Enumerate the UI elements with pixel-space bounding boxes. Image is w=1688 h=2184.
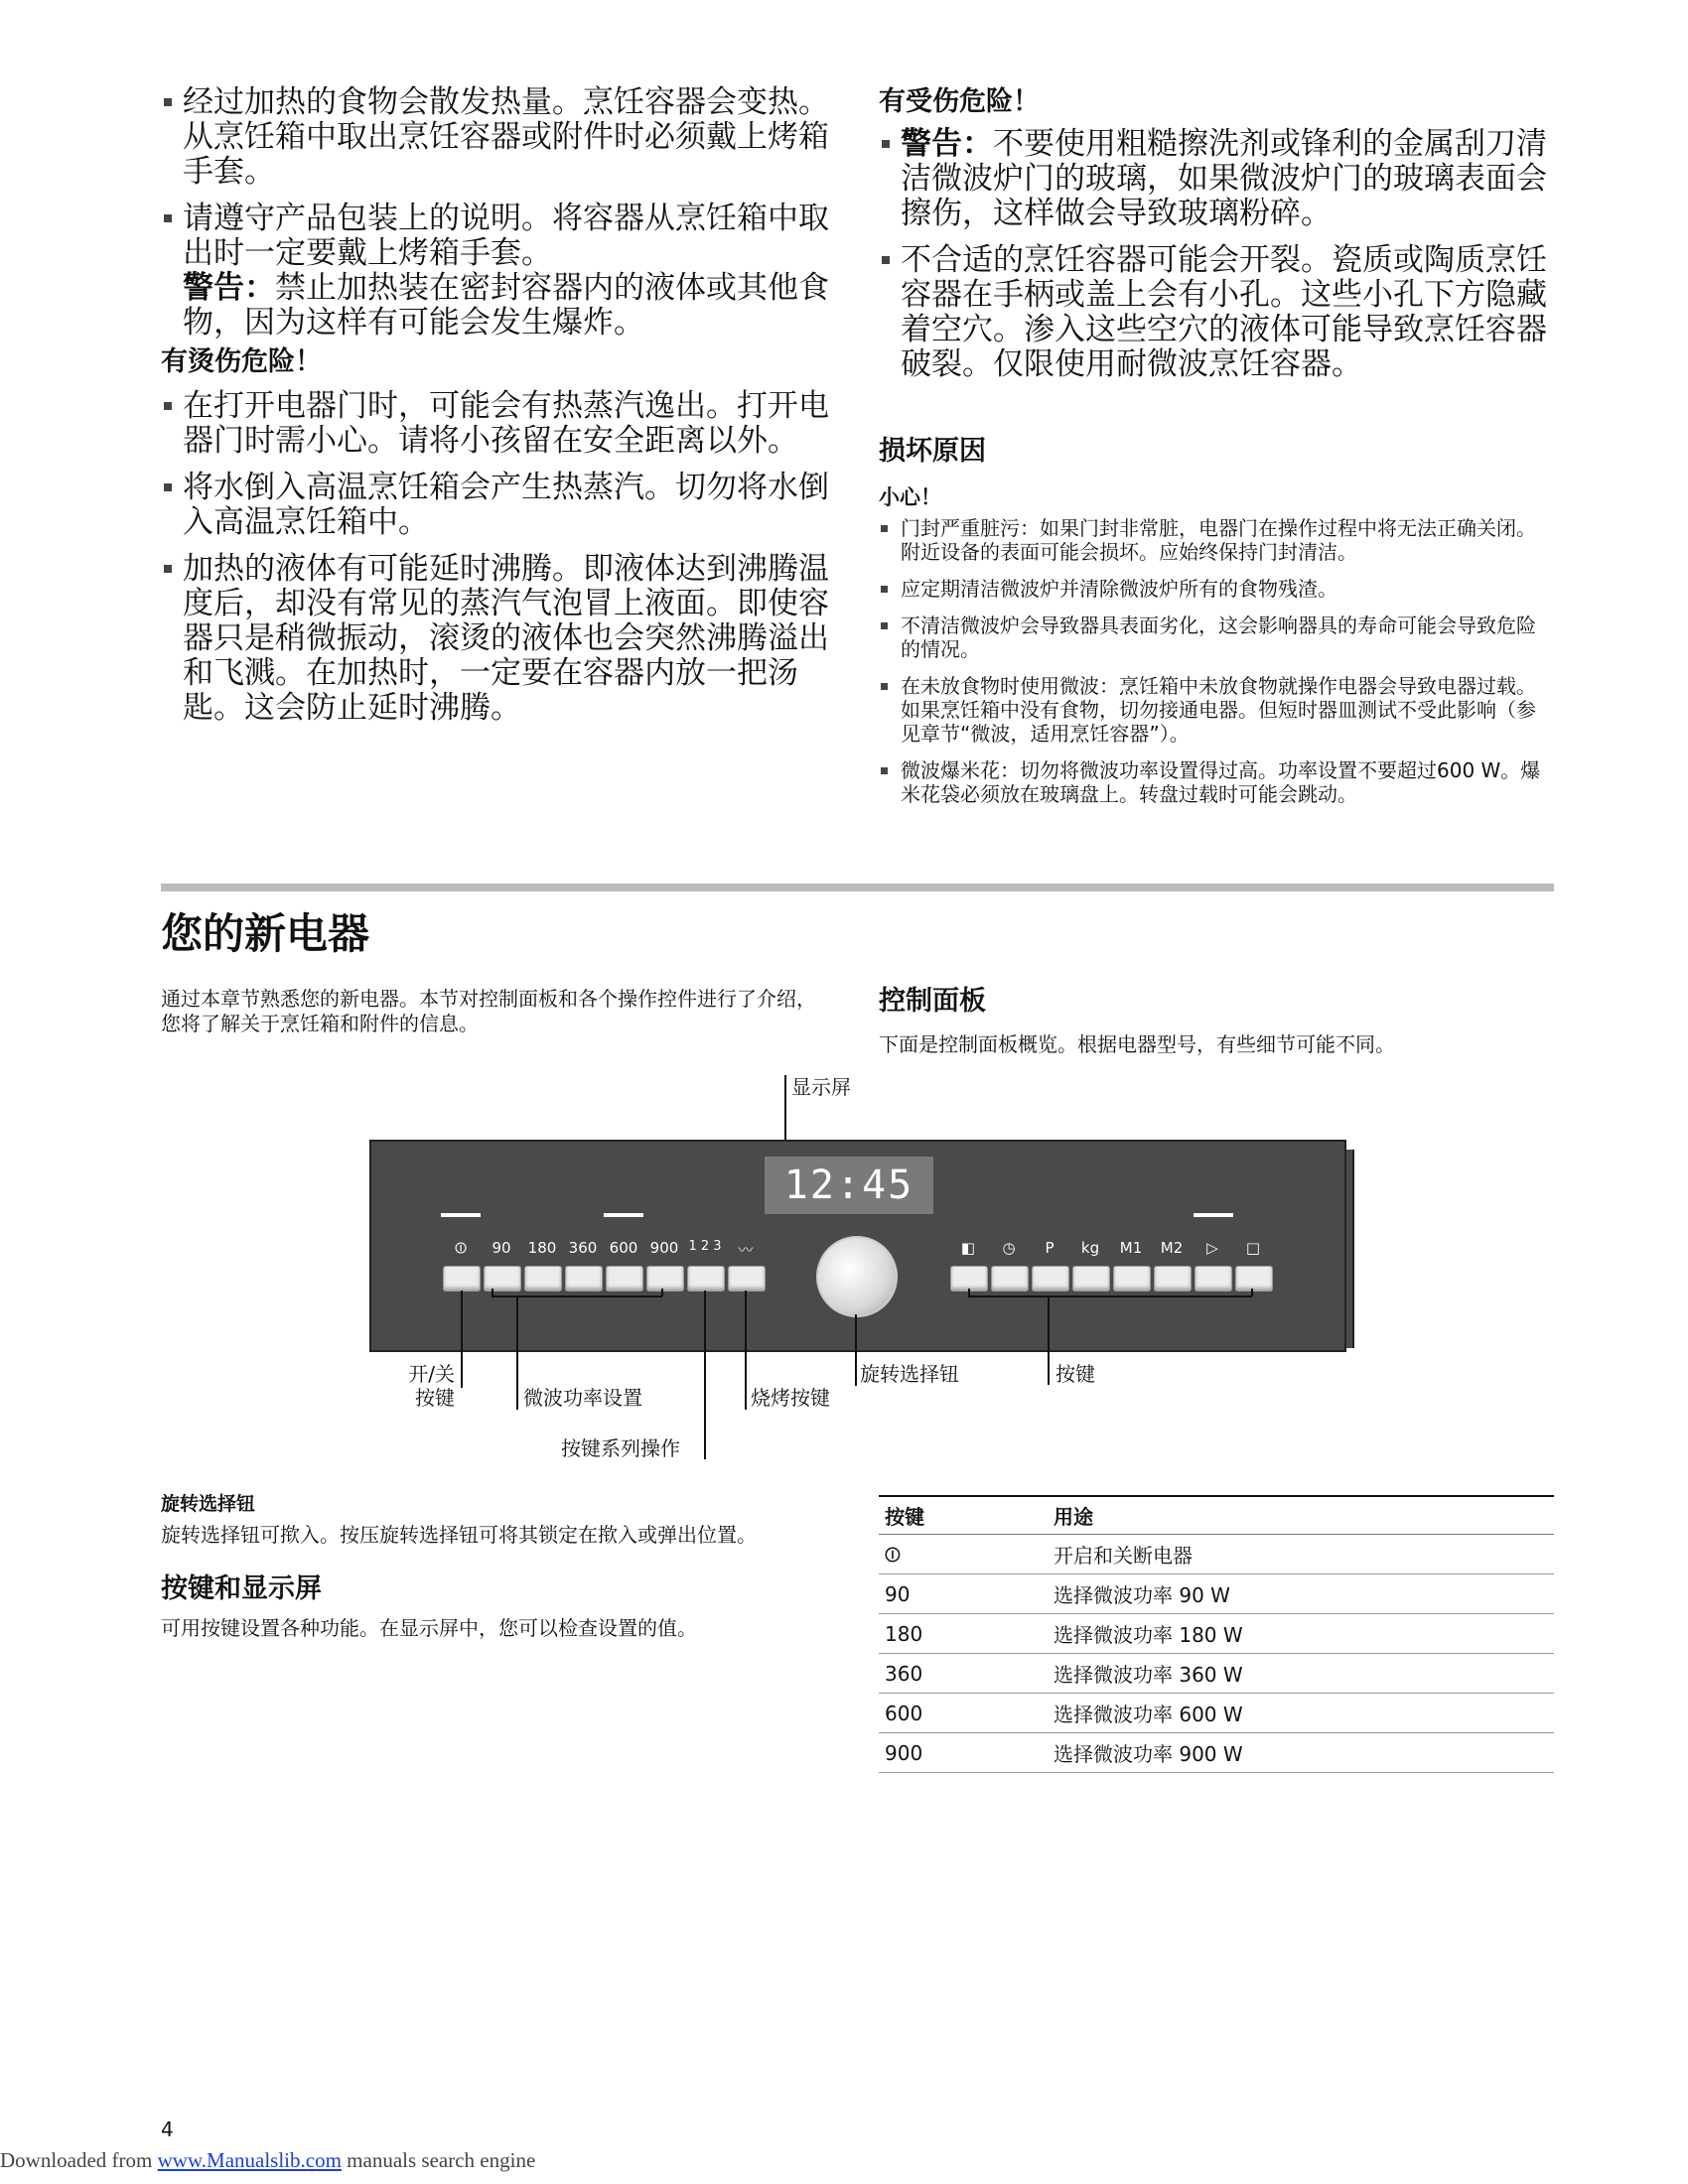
list-item [879, 127, 1564, 231]
table-header: 按键 [879, 1496, 1048, 1535]
page-number: 4 [161, 2117, 174, 2141]
keys-table [879, 1495, 1554, 1773]
door-icon: ◧ [960, 1239, 976, 1257]
caution-label: 小心！ [879, 485, 941, 509]
grill-button[interactable] [728, 1266, 766, 1292]
button-label-900: 900 [649, 1239, 679, 1257]
list-item: 将水倒入高温烹饪箱会产生热蒸汽。切勿将水倒入高温烹饪箱中。 [161, 471, 836, 540]
power-90-button[interactable] [484, 1266, 521, 1292]
damage-list [879, 516, 1554, 819]
keys-heading: 按键和显示屏 [161, 1573, 322, 1604]
memory-2-button[interactable] [1154, 1266, 1192, 1292]
callout-line [855, 1314, 857, 1386]
footer [0, 2148, 535, 2173]
list-item [161, 202, 836, 341]
table-cell: 600 [879, 1694, 1048, 1733]
table-cell: ⏼ [879, 1535, 1048, 1574]
callout-bracket [1251, 1289, 1253, 1297]
start-button[interactable] [1195, 1266, 1232, 1292]
start-icon: ▷ [1206, 1239, 1218, 1257]
warning-label: 警告： [901, 126, 993, 162]
list-item: 应定期清洁微波炉并清除微波炉所有的食物残渣。 [879, 577, 1554, 601]
footer-text: Downloaded from [0, 2148, 153, 2172]
list-item [161, 85, 836, 190]
list-item: 门封严重脏污：如果门封非常脏，电器门在操作过程中将无法正确关闭。附近设备的表面可能会损坏。应始终保持门封清洁。 [879, 516, 1554, 564]
list-item-text: 不合适的烹饪容器可能会开裂。瓷质或陶质烹饪容器在手柄或盖上会有小孔。这些小孔下方隐藏着空穴。渗入这些空穴的液体可能导致烹饪容器破裂。仅限使用耐微波烹饪容器。 [901, 242, 1547, 382]
list-item: 加热的液体有可能延时沸腾。即液体达到沸腾温度后，却没有常见的蒸汽气泡冒上液面。即使容器只是稍微振动，滚烫的液体也会突然沸腾溢出和飞溅。在加热时，一定要在容器内放一把汤匙。这会防止延时沸腾。 [161, 552, 836, 726]
indicator-dash [1194, 1213, 1233, 1217]
rotary-selector-knob[interactable] [816, 1236, 898, 1317]
list-item: 在未放食物时使用微波：烹饪箱中未放食物就操作电器会导致电器过载。如果烹饪箱中没有食物，切勿接通电器。但短时器皿测试不受此影响（参见章节“微波，适用烹饪容器”）。 [879, 674, 1554, 746]
button-label-600: 600 [609, 1239, 638, 1257]
table-cell: 选择微波功率 180 W [1048, 1614, 1554, 1654]
table-cell: 开启和关断电器 [1048, 1535, 1554, 1574]
list-item: 不清洁微波炉会导致器具表面劣化，这会影响器具的寿命可能会导致危险的情况。 [879, 614, 1554, 661]
table-cell: 选择微波功率 600 W [1048, 1694, 1554, 1733]
sequence-button[interactable] [687, 1266, 725, 1292]
table-cell: 180 [879, 1614, 1048, 1654]
warning-text: 禁止加热装在密封容器内的液体或其他食物，因为这样有可能会发生爆炸。 [183, 270, 829, 341]
power-icon: ⏼ [455, 1239, 467, 1257]
knob-heading: 旋转选择钮 [161, 1493, 256, 1515]
knob-callout: 旋转选择钮 [860, 1362, 959, 1386]
warning-label: 警告： [183, 270, 275, 306]
injury-heading: 有受伤危险！ [879, 86, 1040, 117]
button-label-m1: M1 [1119, 1239, 1143, 1257]
damage-heading: 损坏原因 [879, 436, 986, 467]
callout-bracket [968, 1289, 970, 1297]
clock-icon: ◷ [1002, 1239, 1016, 1257]
indicator-dash [441, 1213, 481, 1217]
keys-text: 可用按键设置各种功能。在显示屏中，您可以检查设置的值。 [161, 1616, 697, 1640]
panel-heading: 控制面板 [879, 986, 986, 1017]
table-row [879, 1694, 1554, 1733]
section-title: 您的新电器 [161, 909, 370, 958]
injury-list [879, 127, 1564, 394]
callout-bracket [492, 1289, 493, 1297]
table-cell: 900 [879, 1733, 1048, 1773]
keys-callout: 按键 [1055, 1362, 1095, 1386]
callout-bracket [661, 1289, 663, 1297]
program-button[interactable] [1032, 1266, 1069, 1292]
table-row [879, 1654, 1554, 1694]
timer-button[interactable] [991, 1266, 1029, 1292]
footer-text: manuals search engine [347, 2148, 536, 2172]
callout-line [1048, 1296, 1050, 1385]
table-header: 用途 [1048, 1496, 1554, 1535]
button-label-m2: M2 [1160, 1239, 1184, 1257]
table-row [879, 1733, 1554, 1773]
on-off-button[interactable] [443, 1266, 481, 1292]
button-label-kg: kg [1080, 1239, 1100, 1257]
power-360-button[interactable] [565, 1266, 603, 1292]
table-row [879, 1614, 1554, 1654]
power-900-button[interactable] [646, 1266, 684, 1292]
list-item: 微波爆米花：切勿将微波功率设置得过高。功率设置不要超过600 W。爆米花袋必须放在玻璃盘上。转盘过载时可能会跳动。 [879, 758, 1554, 806]
table-row [879, 1535, 1554, 1574]
list-item: 在打开电器门时，可能会有热蒸汽逸出。打开电器门时需小心。请将小孩留在安全距离以外。 [161, 389, 836, 459]
list-item-text: 经过加热的食物会散发热量。烹饪容器会变热。从烹饪箱中取出烹饪容器或附件时必须戴上烤箱手套。 [183, 84, 829, 190]
panel-description: 下面是控制面板概览。根据电器型号，有些细节可能不同。 [879, 1032, 1395, 1056]
table-cell: 90 [879, 1574, 1048, 1614]
series-callout: 按键系列操作 [561, 1436, 680, 1460]
callout-line [704, 1291, 706, 1459]
knob-text: 旋转选择钮可揿入。按压旋转选择钮可将其锁定在揿入或弹出位置。 [161, 1523, 757, 1547]
table-cell: 选择微波功率 900 W [1048, 1733, 1554, 1773]
stop-icon: □ [1245, 1239, 1261, 1257]
callout-line [516, 1296, 518, 1410]
manualslib-link[interactable]: www.Manualslib.com [157, 2148, 342, 2172]
grill-callout: 烧烤按键 [751, 1386, 830, 1410]
table-cell: 选择微波功率 90 W [1048, 1574, 1554, 1614]
table-row [879, 1574, 1554, 1614]
display-screen: 12:45 [765, 1157, 933, 1214]
button-label-p: P [1045, 1239, 1055, 1257]
grill-icon: 〰 [738, 1241, 754, 1259]
intro-text: 通过本章节熟悉您的新电器。本节对控制面板和各个操作控件进行了介绍，您将了解关于烹饪箱和附件的信息。 [161, 987, 816, 1035]
weight-button[interactable] [1072, 1266, 1110, 1292]
list-item [879, 243, 1564, 382]
list-item-text: 请遵守产品包装上的说明。将容器从烹饪箱中取出时一定要戴上烤箱手套。 [183, 201, 829, 271]
table-cell: 360 [879, 1654, 1048, 1694]
on-off-callout [397, 1362, 455, 1410]
list-item-text: 不要使用粗糙擦洗剂或锋利的金属刮刀清洁微波炉门的玻璃，如果微波炉门的玻璃表面会擦伤，这样做会导致玻璃粉碎。 [901, 126, 1547, 231]
display-callout: 显示屏 [791, 1075, 851, 1099]
indicator-dash [604, 1213, 643, 1217]
burn-list [161, 389, 836, 738]
power-600-button[interactable] [606, 1266, 643, 1292]
stop-button[interactable] [1235, 1266, 1273, 1292]
burn-heading: 有烫伤危险！ [161, 346, 322, 377]
button-label-90: 90 [492, 1239, 511, 1257]
callout-line [461, 1291, 463, 1388]
power-180-button[interactable] [524, 1266, 562, 1292]
table-cell: 选择微波功率 360 W [1048, 1654, 1554, 1694]
button-label-360: 360 [568, 1239, 598, 1257]
table-header-row [879, 1496, 1554, 1535]
left-top-list [161, 85, 836, 352]
section-divider [161, 884, 1554, 891]
callout-text: 开/关 [408, 1362, 455, 1386]
button-label-180: 180 [527, 1239, 557, 1257]
callout-text: 按键 [415, 1386, 455, 1410]
sequence-icon: 1 2 3 [688, 1239, 722, 1254]
callout-line [745, 1291, 747, 1410]
power-callout: 微波功率设置 [523, 1386, 642, 1410]
memory-1-button[interactable] [1113, 1266, 1151, 1292]
callout-bracket [968, 1296, 1252, 1297]
